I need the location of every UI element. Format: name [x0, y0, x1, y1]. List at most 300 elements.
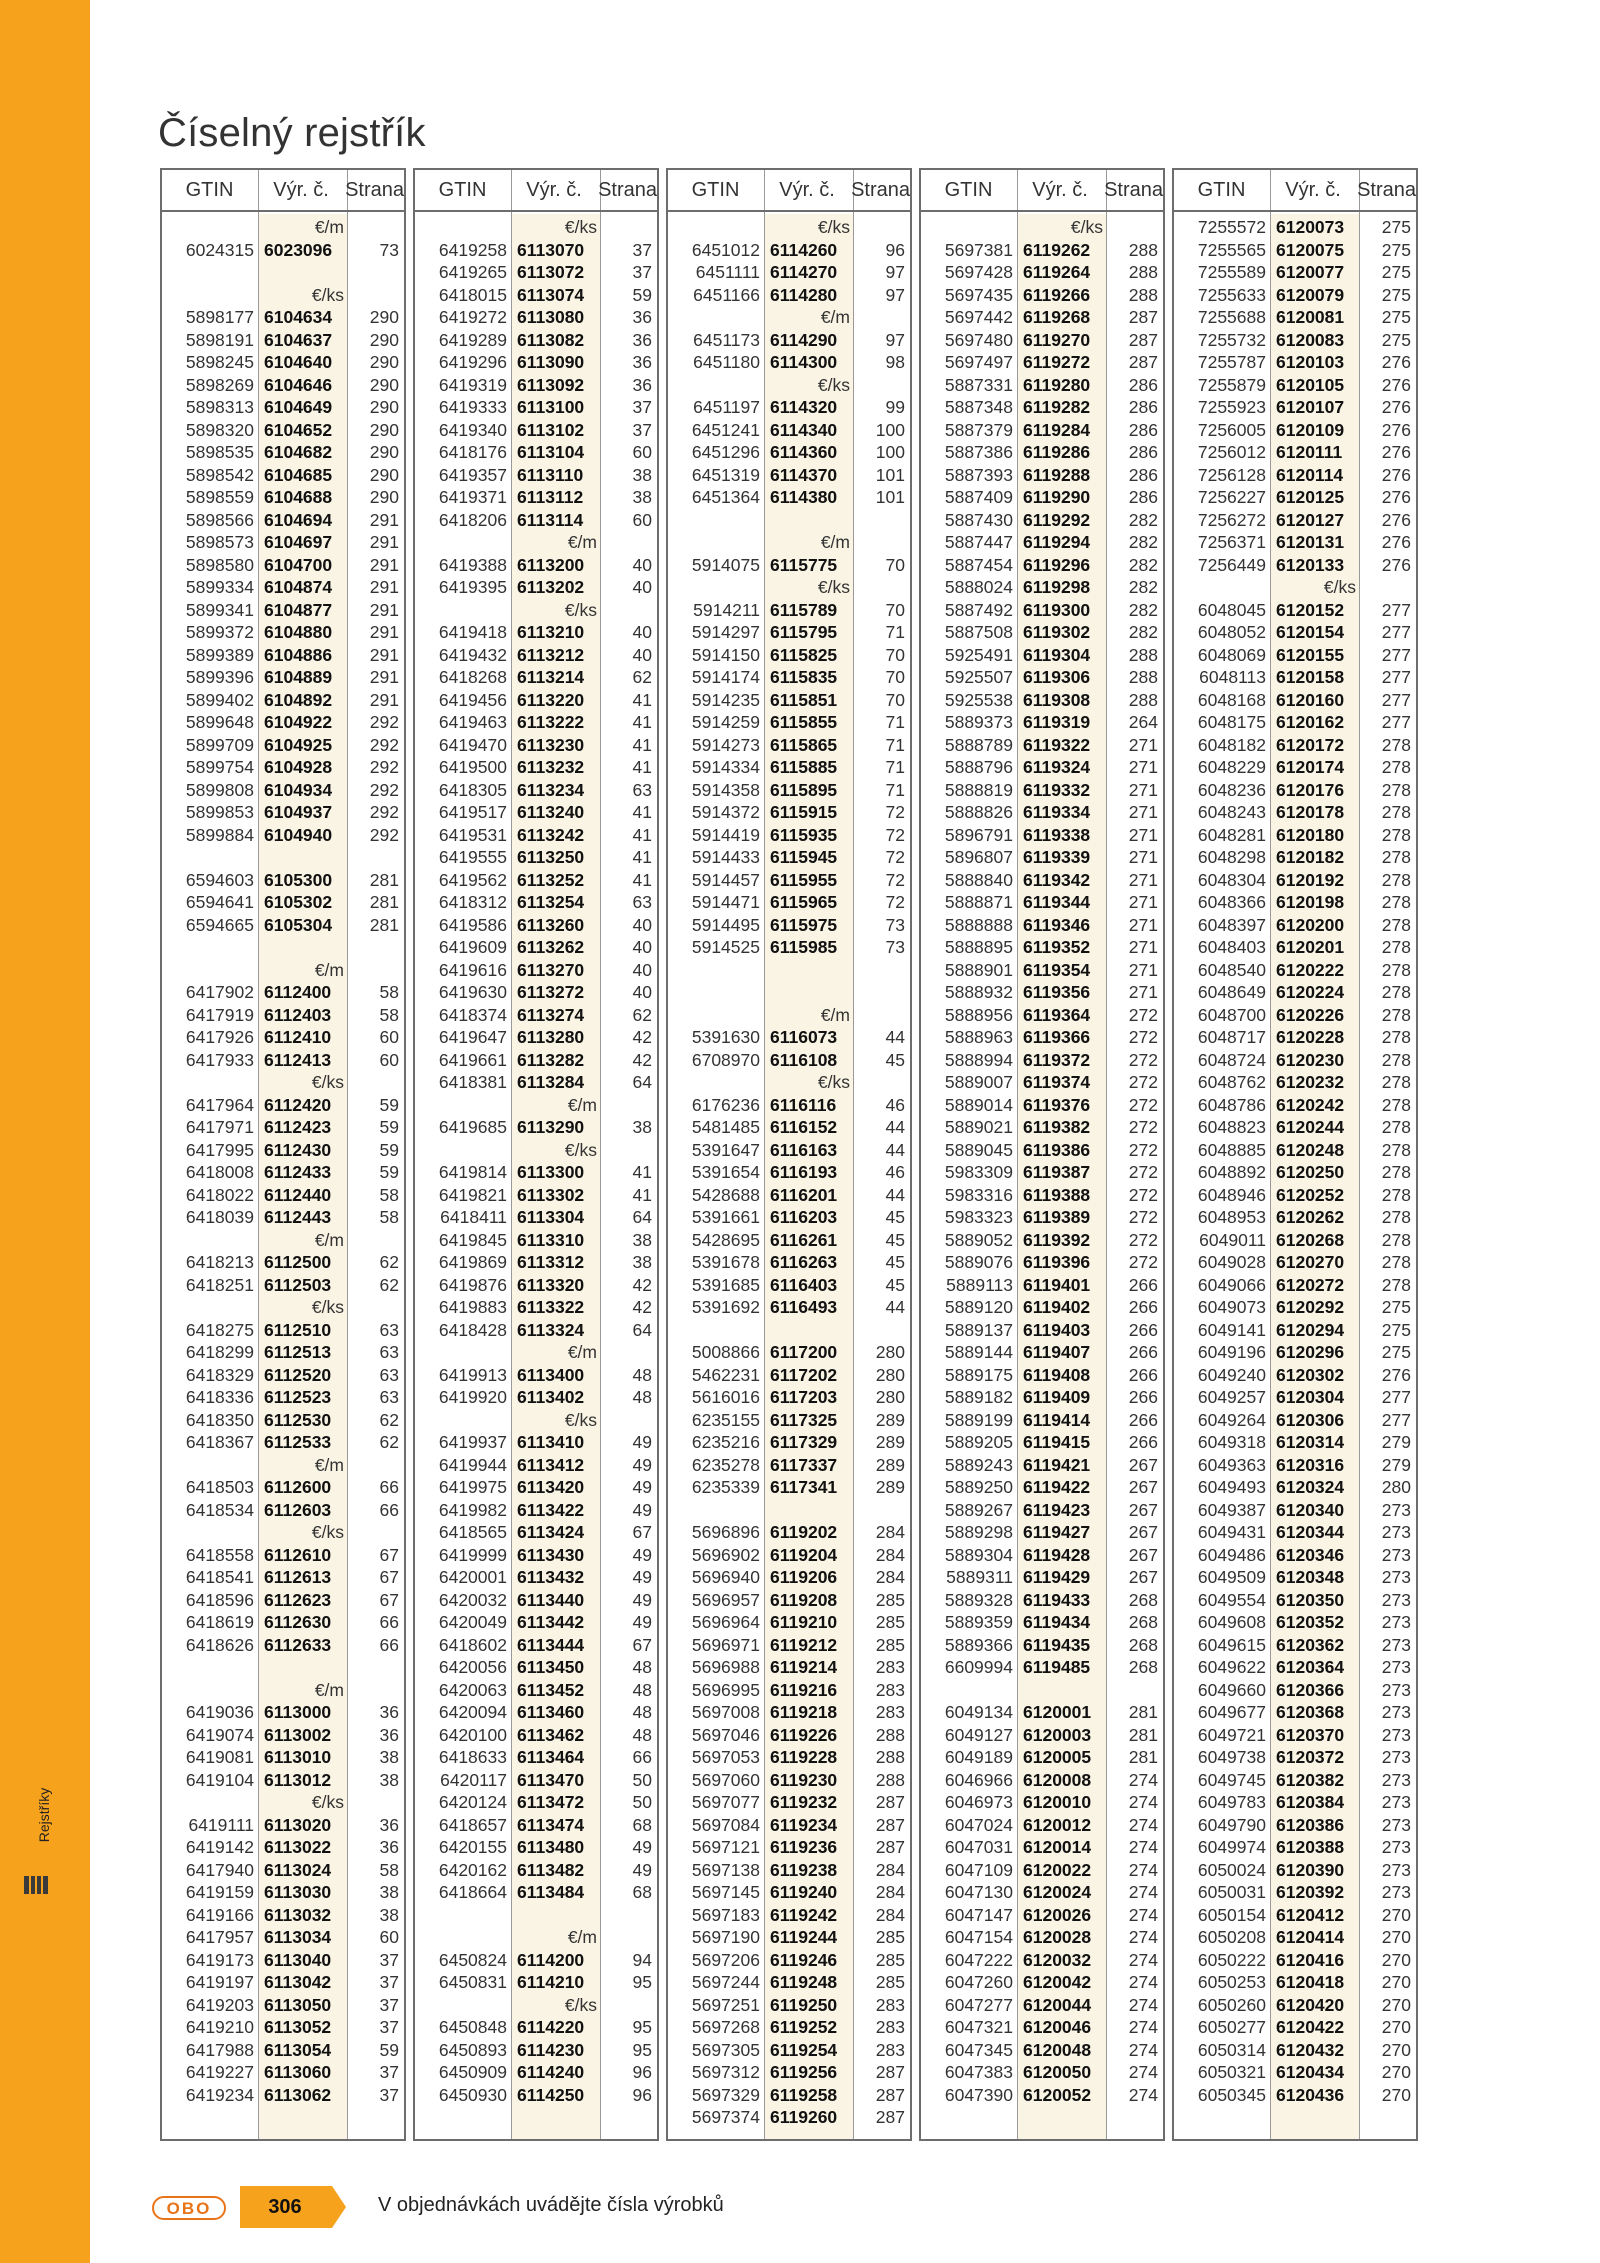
table-row [921, 1184, 1163, 1207]
header-page: Strana [851, 178, 910, 201]
page-cell: 49 [632, 1432, 652, 1452]
item-number-cell: 6120304 [1276, 1387, 1345, 1407]
gtin-cell: 6420117 [440, 1769, 507, 1790]
page-cell: 278 [1381, 1162, 1411, 1182]
page-cell: 49 [632, 1477, 652, 1497]
page-cell: 273 [1381, 1814, 1411, 1835]
table-row [921, 2084, 1163, 2107]
gtin-cell: 6419197 [185, 1972, 254, 1992]
table-row [668, 1904, 910, 1927]
gtin-cell: 5887454 [944, 554, 1013, 575]
table-row [921, 666, 1163, 689]
gtin-cell: 5697206 [691, 1949, 760, 1970]
page-cell: 274 [1128, 2039, 1158, 2060]
page-cell: 36 [379, 1702, 399, 1722]
table-row [1174, 1746, 1416, 1769]
table-row [415, 2061, 657, 2084]
item-number-cell: 6120422 [1276, 2017, 1345, 2037]
item-number-cell: 6119228 [770, 1747, 838, 1767]
gtin-cell: 6418213 [185, 1252, 254, 1272]
table-row [162, 1476, 404, 1499]
gtin-cell: 5887430 [944, 509, 1013, 530]
table-row [162, 1049, 404, 1072]
item-number-cell: 6120026 [1023, 1904, 1092, 1925]
page-cell: 278 [1381, 1274, 1411, 1295]
table-row [1174, 1094, 1416, 1117]
table-row [415, 1746, 657, 1769]
page-cell: 41 [632, 734, 652, 755]
unit-row [162, 959, 404, 982]
gtin-cell: 6451180 [693, 352, 760, 372]
gtin-cell: 6594641 [185, 892, 254, 912]
gtin-cell: 6050031 [1197, 1882, 1266, 1902]
gtin-cell: 6419319 [438, 374, 507, 395]
item-number-cell: 6113110 [517, 464, 584, 485]
gtin-cell: 6419258 [438, 239, 507, 260]
table-row [1174, 1184, 1416, 1207]
item-number-cell: 6119238 [770, 1859, 838, 1880]
page-cell: 100 [875, 442, 905, 462]
table-row [921, 486, 1163, 509]
gtin-cell: 5428688 [691, 1184, 760, 1205]
page-cell: 274 [1128, 1859, 1158, 1880]
item-number-cell: 6119226 [770, 1724, 838, 1745]
page-cell: 58 [379, 1184, 399, 1205]
gtin-cell: 6418268 [438, 667, 507, 687]
page-cell: 278 [1381, 869, 1411, 890]
gtin-cell: 7255879 [1197, 374, 1266, 395]
item-number-cell: 6119401 [1023, 1274, 1091, 1295]
item-number-cell: 6120201 [1276, 937, 1345, 957]
page-cell: 41 [632, 712, 652, 732]
page-cell: 276 [1381, 397, 1411, 417]
table-row [668, 1724, 910, 1747]
item-number-cell: 6104922 [264, 712, 333, 732]
unit-row [668, 531, 910, 554]
gtin-cell: 6418602 [438, 1634, 507, 1655]
page-cell: 287 [875, 1837, 905, 1857]
table-row [415, 1274, 657, 1297]
table-row [668, 734, 910, 757]
table-row [668, 914, 910, 937]
item-number-cell: 6120028 [1023, 1927, 1092, 1947]
table-row [1174, 1814, 1416, 1837]
page-cell: 286 [1128, 374, 1158, 395]
page-cell: 284 [875, 1904, 905, 1925]
table-row [921, 1364, 1163, 1387]
gtin-cell: 6048045 [1197, 599, 1266, 620]
item-number-cell: 6119240 [770, 1882, 838, 1902]
item-number-cell: 6120012 [1023, 1814, 1092, 1835]
table-row [162, 306, 404, 329]
item-number-cell: 6119252 [770, 2017, 838, 2037]
unit-row [162, 1296, 404, 1319]
unit-label: €/m [820, 532, 850, 552]
table-row [415, 1791, 657, 1814]
table-row [921, 1004, 1163, 1027]
gtin-cell: 6451296 [691, 442, 760, 462]
page-cell: 59 [379, 1094, 399, 1115]
gtin-cell: 5889014 [944, 1094, 1013, 1115]
page-cell: 292 [369, 824, 399, 845]
table-row [921, 1634, 1163, 1657]
gtin-cell: 6047024 [944, 1814, 1013, 1835]
table-row [921, 1049, 1163, 1072]
table-row [921, 576, 1163, 599]
gtin-cell: 6419463 [438, 712, 507, 732]
table-row [415, 1296, 657, 1319]
item-number-cell: 6120418 [1276, 1972, 1345, 1992]
table-row [921, 914, 1163, 937]
table-row [415, 981, 657, 1004]
table-row [415, 576, 657, 599]
page-cell: 275 [1381, 262, 1411, 282]
table-row [921, 396, 1163, 419]
table-row [1174, 1521, 1416, 1544]
page-cell: 277 [1381, 644, 1411, 665]
page-cell: 291 [369, 644, 399, 665]
gtin-cell: 6419081 [185, 1747, 254, 1767]
item-number-cell: 6104874 [264, 577, 333, 597]
gtin-cell: 6419340 [438, 419, 507, 440]
table-row [415, 1859, 657, 1882]
table-row [1174, 1589, 1416, 1612]
item-number-cell: 6113032 [264, 1904, 332, 1925]
item-number-cell: 6113042 [264, 1972, 332, 1992]
unit-label [511, 1904, 600, 1927]
page-cell: 70 [885, 644, 905, 665]
table-row [668, 2106, 910, 2129]
table-row [668, 846, 910, 869]
gtin-cell: 6049622 [1197, 1657, 1266, 1677]
page-cell: 45 [885, 1252, 905, 1272]
gtin-cell: 6419296 [438, 352, 507, 372]
item-number-cell: 6117203 [770, 1387, 838, 1407]
item-number-cell: 6119414 [1023, 1409, 1091, 1430]
item-number-cell: 6114270 [770, 262, 838, 282]
page-cell: 285 [875, 1612, 905, 1632]
gtin-cell: 6419173 [185, 1949, 254, 1970]
page-cell: 48 [632, 1657, 652, 1677]
table-row [668, 1431, 910, 1454]
gtin-cell: 6048540 [1197, 959, 1266, 980]
page-cell: 41 [632, 1184, 652, 1205]
gtin-cell: 5898566 [185, 509, 254, 530]
table-row [1174, 869, 1416, 892]
table-row [162, 1994, 404, 2017]
page-cell: 270 [1381, 1949, 1411, 1970]
item-number-cell: 6113470 [517, 1769, 585, 1790]
table-row [1174, 1319, 1416, 1342]
item-number-cell: 6120048 [1023, 2039, 1092, 2060]
gtin-cell: 6419456 [438, 689, 507, 710]
page-cell: 271 [1128, 847, 1158, 867]
gtin-cell: 6047383 [944, 2062, 1013, 2082]
table-row [1174, 1476, 1416, 1499]
gtin-cell: 6418008 [185, 1162, 254, 1182]
item-number-cell: 6112600 [264, 1477, 332, 1497]
table-row [921, 1746, 1163, 1769]
page-cell: 42 [632, 1297, 652, 1317]
table-row [921, 1791, 1163, 1814]
gtin-cell: 6418336 [185, 1387, 254, 1407]
gtin-cell: 6419388 [438, 554, 507, 575]
gtin-cell: 6418015 [438, 284, 507, 305]
unit-label [764, 981, 853, 1004]
gtin-cell: 6419111 [188, 1814, 254, 1835]
unit-label: €/m [567, 1927, 597, 1947]
table-row [162, 1566, 404, 1589]
gtin-cell: 6419944 [438, 1454, 507, 1475]
gtin-cell: 5889243 [944, 1454, 1013, 1475]
unit-row [668, 959, 910, 982]
gtin-cell: 5889250 [944, 1477, 1013, 1497]
item-number-cell: 6119322 [1023, 734, 1091, 755]
gtin-cell: 5887393 [944, 464, 1013, 485]
unit-label: €/ks [311, 1072, 344, 1092]
unit-row [415, 1409, 657, 1432]
item-number-cell: 6119344 [1023, 892, 1091, 912]
gtin-cell: 6048823 [1197, 1117, 1266, 1137]
gtin-cell: 6451241 [691, 419, 760, 440]
table-row [921, 1566, 1163, 1589]
item-number-cell: 6120162 [1276, 712, 1345, 732]
item-number-cell: 6115985 [770, 937, 838, 957]
gtin-cell: 6450893 [438, 2039, 507, 2060]
page-cell: 272 [1128, 1094, 1158, 1115]
page-cell: 42 [632, 1274, 652, 1295]
item-number-cell: 6113444 [517, 1634, 585, 1655]
item-number-cell: 6116152 [770, 1117, 838, 1137]
page-cell: 276 [1381, 352, 1411, 372]
gtin-cell: 5697121 [691, 1837, 760, 1857]
gtin-cell: 5697268 [691, 2017, 760, 2037]
gtin-cell: 6049318 [1197, 1432, 1266, 1452]
gtin-cell: 6048298 [1197, 847, 1266, 867]
table-row [668, 396, 910, 419]
item-number-cell: 6115851 [770, 689, 838, 710]
table-row [921, 756, 1163, 779]
gtin-cell: 6048403 [1197, 937, 1266, 957]
table-row [668, 441, 910, 464]
gtin-cell: 6418206 [438, 509, 507, 530]
gtin-cell: 5889298 [944, 1522, 1013, 1542]
item-number-cell: 6119324 [1023, 757, 1091, 777]
page-cell: 267 [1128, 1477, 1158, 1497]
page-cell: 71 [885, 734, 905, 755]
item-number-cell: 6113310 [517, 1229, 585, 1250]
item-number-cell: 6113020 [264, 1814, 332, 1835]
item-number-cell: 6120228 [1276, 1027, 1345, 1047]
gtin-cell: 5898559 [185, 487, 254, 507]
table-row [921, 374, 1163, 397]
table-row [162, 1206, 404, 1229]
page-cell: 274 [1128, 1994, 1158, 2015]
item-number-cell: 6113100 [517, 397, 585, 417]
gtin-cell: 6419227 [185, 2062, 254, 2082]
table-row [162, 486, 404, 509]
table-row [921, 531, 1163, 554]
section-label-text: Rejstříky [36, 1787, 52, 1843]
table-row [668, 284, 910, 307]
gtin-cell: 6049790 [1197, 1814, 1266, 1835]
gtin-cell: 6049721 [1197, 1724, 1266, 1745]
page-cell: 44 [885, 1139, 905, 1160]
page-cell: 37 [632, 419, 652, 440]
table-row [668, 1589, 910, 1612]
gtin-cell: 6049745 [1197, 1769, 1266, 1790]
table-row [1174, 1994, 1416, 2017]
item-number-cell: 6120154 [1276, 622, 1345, 642]
gtin-cell: 5697008 [691, 1702, 760, 1722]
table-row [1174, 1791, 1416, 1814]
table-row [162, 1701, 404, 1724]
table-row [1174, 1656, 1416, 1679]
item-number-cell: 6113424 [517, 1522, 585, 1542]
table-row [162, 1431, 404, 1454]
item-number-cell: 6115835 [770, 667, 838, 687]
item-number-cell: 6119296 [1023, 554, 1091, 575]
page-cell: 58 [379, 1859, 399, 1880]
gtin-cell: 6420162 [438, 1859, 507, 1880]
page-cell: 38 [632, 464, 652, 485]
table-row [1174, 1566, 1416, 1589]
gtin-cell: 6419395 [438, 577, 507, 597]
column-header [668, 170, 910, 212]
table-row [1174, 914, 1416, 937]
item-number-cell: 6119423 [1023, 1499, 1091, 1520]
page-cell: 49 [632, 1544, 652, 1565]
page-cell: 279 [1381, 1454, 1411, 1475]
gtin-cell: 5887492 [944, 599, 1013, 620]
gtin-cell: 6235278 [691, 1454, 760, 1475]
page-cell: 280 [1381, 1477, 1411, 1497]
item-number-cell: 6119356 [1023, 982, 1091, 1002]
gtin-cell: 6417988 [185, 2039, 254, 2060]
gtin-cell: 6047390 [944, 2084, 1013, 2105]
item-number-cell: 6105304 [264, 914, 333, 935]
page-cell: 270 [1381, 1904, 1411, 1925]
table-row [162, 824, 404, 847]
gtin-cell: 7255688 [1197, 307, 1266, 327]
table-row [668, 1656, 910, 1679]
item-number-cell: 6119248 [770, 1972, 838, 1992]
page-cell: 71 [885, 712, 905, 732]
page-cell: 285 [875, 1634, 905, 1655]
page-cell: 272 [1128, 1252, 1158, 1272]
table-row [162, 1386, 404, 1409]
item-number-cell: 6120250 [1276, 1162, 1345, 1182]
item-number-cell: 6120003 [1023, 1724, 1092, 1745]
gtin-cell: 7256005 [1197, 419, 1266, 440]
page-cell: 40 [632, 622, 652, 642]
page-cell: 58 [379, 1004, 399, 1025]
table-row [415, 621, 657, 644]
gtin-cell: 6451319 [691, 464, 760, 485]
page-cell: 276 [1381, 1364, 1411, 1385]
item-number-cell: 6112443 [264, 1207, 332, 1227]
gtin-cell: 6419869 [438, 1252, 507, 1272]
gtin-cell: 6418428 [438, 1319, 507, 1340]
unit-label: €/ks [817, 577, 850, 597]
item-number-cell: 6115855 [770, 712, 838, 732]
item-number-cell: 6104928 [264, 757, 333, 777]
page-cell: 278 [1381, 1184, 1411, 1205]
page-cell: 63 [632, 892, 652, 912]
item-number-cell: 6119262 [1023, 239, 1091, 260]
page-cell: 291 [369, 532, 399, 552]
item-number-cell: 6112610 [264, 1544, 332, 1565]
gtin-cell: 6048304 [1197, 869, 1266, 890]
page-cell: 49 [632, 1454, 652, 1475]
item-number-cell: 6113050 [264, 1994, 332, 2015]
page-cell: 66 [379, 1612, 399, 1632]
table-row [415, 1814, 657, 1837]
gtin-cell: 6049011 [1199, 1229, 1266, 1250]
item-number-cell: 6120182 [1276, 847, 1345, 867]
gtin-cell: 6048281 [1197, 824, 1266, 845]
item-number-cell: 6120390 [1276, 1859, 1345, 1880]
table-row [1174, 824, 1416, 847]
table-row [1174, 531, 1416, 554]
item-number-cell: 6120176 [1276, 779, 1345, 800]
gtin-cell: 7256272 [1197, 509, 1266, 530]
table-row [162, 1139, 404, 1162]
item-number-cell: 6104694 [264, 509, 333, 530]
page-cell: 63 [379, 1342, 399, 1362]
gtin-cell: 6451197 [693, 397, 760, 417]
page-cell: 46 [885, 1094, 905, 1115]
item-number-cell: 6112633 [264, 1634, 332, 1655]
gtin-cell: 5914419 [691, 824, 760, 845]
gtin-cell: 6417995 [185, 1139, 254, 1160]
table-row [162, 2016, 404, 2039]
page-cell: 266 [1128, 1319, 1158, 1340]
gtin-cell: 6419418 [438, 622, 507, 642]
gtin-cell: 5888819 [944, 779, 1013, 800]
table-row [921, 1341, 1163, 1364]
table-row [921, 2016, 1163, 2039]
item-number-cell: 6104634 [264, 307, 333, 327]
table-row [668, 2039, 910, 2062]
page-cell: 273 [1381, 1612, 1411, 1632]
item-number-cell: 6116116 [770, 1094, 837, 1115]
page-cell: 278 [1381, 1229, 1411, 1250]
gtin-cell: 6049554 [1197, 1589, 1266, 1610]
page-cell: 270 [1381, 2084, 1411, 2105]
item-number-cell: 6113400 [517, 1364, 585, 1385]
table-row [415, 1836, 657, 1859]
table-row [1174, 1386, 1416, 1409]
page-cell: 37 [379, 1972, 399, 1992]
item-number-cell: 6115865 [770, 734, 838, 755]
item-number-cell: 6104637 [264, 329, 333, 350]
item-number-cell: 6119292 [1023, 509, 1091, 530]
page-cell: 60 [632, 509, 652, 530]
table-row [921, 419, 1163, 442]
header-gtin: GTIN [691, 178, 740, 201]
table-row [415, 1161, 657, 1184]
item-number-cell: 6113002 [264, 1724, 332, 1745]
item-number-cell: 6120346 [1276, 1544, 1345, 1565]
page-cell: 287 [1128, 307, 1158, 327]
item-number-cell: 6119216 [770, 1679, 838, 1700]
page-cell: 266 [1128, 1342, 1158, 1362]
item-number-cell: 6114280 [770, 284, 838, 305]
item-number-cell: 6113480 [517, 1837, 585, 1857]
gtin-cell: 5899709 [185, 734, 254, 755]
item-number-cell: 6120127 [1276, 509, 1345, 530]
